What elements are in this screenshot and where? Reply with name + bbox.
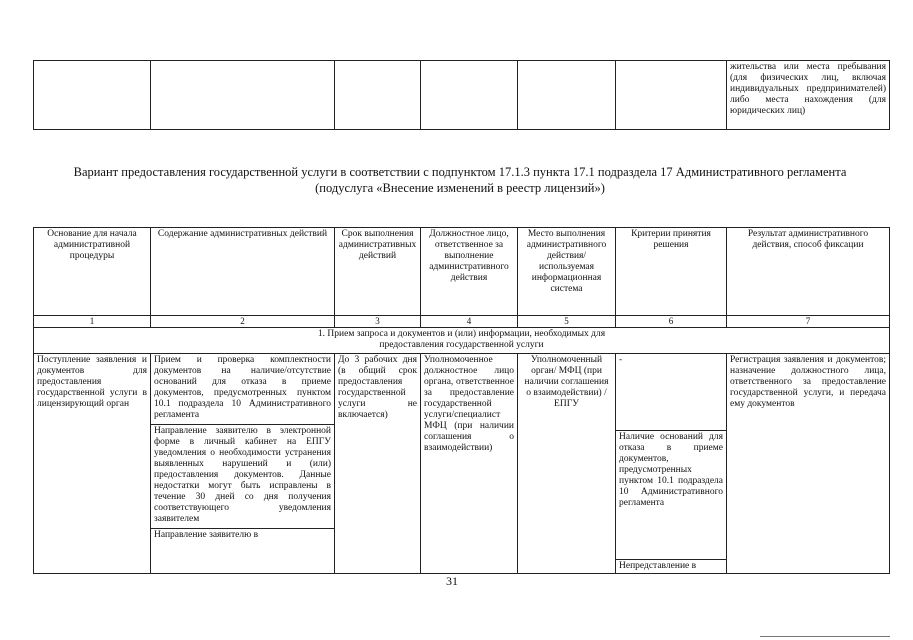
- empty-cell: [616, 61, 727, 130]
- place-cell: Уполномоченный орган/ МФЦ (при наличии соглашения о взаимодействии) /ЕПГУ: [518, 354, 616, 574]
- table-header-row: [34, 228, 890, 316]
- header-cell: Место выполнения административного действия/ используемая информационная система: [518, 228, 616, 316]
- criteria-refusal-grounds: Наличие оснований для отказа в приеме документов, предусмотренных пунктом 10.1 подраздела 10 Административного регламента: [616, 430, 726, 556]
- official-cell: Уполномоченное должностное лицо органа, ответственное за предоставление государственной услуги/специалист МФЦ (при наличии соглашения о взаимодействии): [421, 354, 518, 574]
- table-row: [34, 354, 890, 574]
- header-cell: Основание для начала административной процедуры: [34, 228, 151, 316]
- column-number-row: [34, 316, 890, 328]
- page-number: 31: [446, 574, 458, 588]
- column-number: 6: [616, 316, 727, 328]
- empty-cell: [518, 61, 616, 130]
- header-cell: Срок выполнения административных действий: [335, 228, 421, 316]
- deadline-cell: До 3 рабочих дня (в общий срок предоставления государственной услуги не включается): [335, 354, 421, 574]
- header-cell: Должностное лицо, ответственное за выполнение административного действия: [421, 228, 518, 316]
- result-cell: Регистрация заявления и документов; назначение должностного лица, ответственного за предоставление государственной услуги, и передача ему документов: [727, 354, 890, 574]
- criteria-cell: [616, 354, 727, 574]
- header-cell: Критерии принятия решения: [616, 228, 727, 316]
- section-title: 1. Прием запроса и документов и (или) информации, необходимых для предоставления государственной услуги: [34, 328, 890, 354]
- criteria-non-submission: Непредставление в: [616, 559, 726, 572]
- scan-artifact-line: [760, 636, 890, 637]
- section-row: [34, 328, 890, 354]
- empty-cell: [421, 61, 518, 130]
- header-cell: Результат административного действия, способ фиксации: [727, 228, 890, 316]
- empty-cell: [151, 61, 335, 130]
- action-check-docs: Прием и проверка комплектности документов на наличие/отсутствие оснований для отказа в приеме документов, предусмотренных пунктом 10.1 подраздела 10 Административного регламента: [154, 355, 331, 420]
- criteria-none: -: [619, 355, 623, 365]
- actions-cell: [151, 354, 335, 574]
- action-send-applicant: Направление заявителю в: [151, 528, 334, 541]
- basis-cell: Поступление заявления и документов для предоставления государственной услуги в лицензирующий орган: [34, 354, 151, 574]
- column-number: 5: [518, 316, 616, 328]
- previous-table-continuation: [33, 60, 890, 130]
- header-cell: Содержание административных действий: [151, 228, 335, 316]
- action-notify-applicant: Направление заявителю в электронной форме в личный кабинет на ЕПГУ уведомления о необходимости устранения выявленных нарушений и (или) предоставления документов. Данные недостатки могут быть исправлены в течение 30 дней со дня получения соответствующего уведомления заявителем: [151, 424, 334, 525]
- column-number: 3: [335, 316, 421, 328]
- column-number: 2: [151, 316, 335, 328]
- procedure-table: [33, 227, 890, 574]
- empty-cell: [335, 61, 421, 130]
- variant-title: Вариант предоставления государственной услуги в соответствии с подпунктом 17.1.3 пункта 17.1 подраздела 17 Административного регламента (подуслуга «Внесение изменений в реестр лицензий»): [73, 165, 847, 195]
- column-number: 4: [421, 316, 518, 328]
- empty-cell: [34, 61, 151, 130]
- column-number: 1: [34, 316, 151, 328]
- column-number: 7: [727, 316, 890, 328]
- residence-text-cell: жительства или места пребывания (для физических лиц, включая индивидуальных предпринимателей) либо места нахождения (для юридических лиц): [727, 61, 890, 130]
